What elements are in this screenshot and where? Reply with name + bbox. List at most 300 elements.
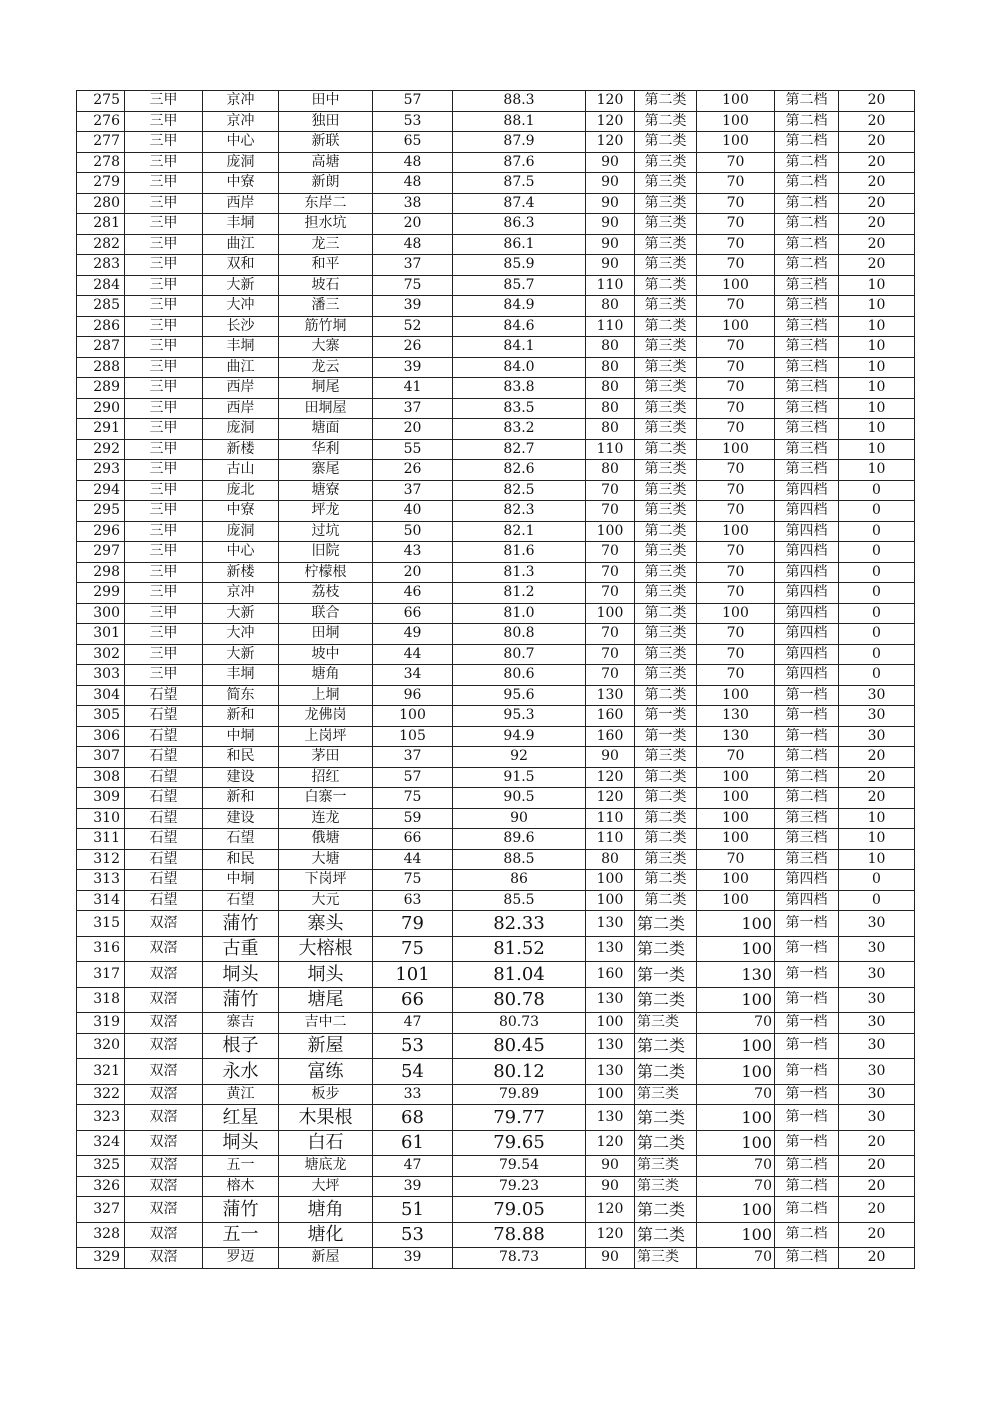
cell-row-number: 281	[77, 214, 125, 235]
cell-tier: 第二档	[775, 173, 839, 194]
cell-category-amount: 70	[697, 234, 775, 255]
table-row	[77, 542, 915, 563]
cell-township: 石望	[125, 767, 203, 788]
cell-tier-amount: 20	[839, 1130, 915, 1156]
table-row	[77, 1059, 915, 1085]
cell-households: 75	[373, 788, 453, 809]
cell-category-amount: 100	[697, 1033, 775, 1059]
cell-category: 第三类	[635, 562, 697, 583]
cell-category-amount: 70	[697, 542, 775, 563]
cell-category-amount: 70	[697, 562, 775, 583]
cell-township: 三甲	[125, 501, 203, 522]
table-row	[77, 173, 915, 194]
cell-tier: 第三档	[775, 829, 839, 850]
cell-village: 榕木	[203, 1176, 279, 1197]
cell-amount: 120	[586, 132, 635, 153]
cell-tier-amount: 30	[839, 962, 915, 988]
cell-tier-amount: 30	[839, 987, 915, 1013]
cell-category: 第三类	[635, 255, 697, 276]
table-row	[77, 1033, 915, 1059]
cell-tier-amount: 10	[839, 829, 915, 850]
cell-township: 双滘	[125, 1176, 203, 1197]
cell-tier: 第二档	[775, 152, 839, 173]
cell-category-amount: 70	[697, 460, 775, 481]
cell-township: 石望	[125, 706, 203, 727]
cell-tier: 第三档	[775, 398, 839, 419]
cell-tier-amount: 10	[839, 849, 915, 870]
cell-tier-amount: 30	[839, 1013, 915, 1034]
cell-row-number: 284	[77, 275, 125, 296]
cell-category-amount: 70	[697, 419, 775, 440]
cell-score: 89.6	[453, 829, 586, 850]
cell-tier: 第二档	[775, 132, 839, 153]
cell-row-number: 306	[77, 726, 125, 747]
cell-natural-village: 塘底龙	[279, 1156, 373, 1177]
cell-natural-village: 独田	[279, 111, 373, 132]
cell-tier-amount: 10	[839, 296, 915, 317]
cell-natural-village: 华利	[279, 439, 373, 460]
cell-amount: 120	[586, 1197, 635, 1223]
cell-score: 81.52	[453, 936, 586, 962]
cell-households: 57	[373, 767, 453, 788]
cell-township: 双滘	[125, 987, 203, 1013]
table-row	[77, 870, 915, 891]
cell-natural-village: 塘尾	[279, 987, 373, 1013]
cell-amount: 130	[586, 987, 635, 1013]
cell-row-number: 327	[77, 1197, 125, 1223]
cell-tier-amount: 10	[839, 275, 915, 296]
cell-village: 长沙	[203, 316, 279, 337]
cell-households: 48	[373, 152, 453, 173]
table-row	[77, 1105, 915, 1131]
table-row	[77, 111, 915, 132]
cell-score: 84.6	[453, 316, 586, 337]
cell-tier: 第三档	[775, 337, 839, 358]
cell-natural-village: 茅田	[279, 747, 373, 768]
cell-row-number: 310	[77, 808, 125, 829]
table-row	[77, 1197, 915, 1223]
cell-tier-amount: 0	[839, 480, 915, 501]
cell-natural-village: 招红	[279, 767, 373, 788]
cell-category-amount: 70	[697, 1156, 775, 1177]
cell-category-amount: 70	[697, 1013, 775, 1034]
cell-tier: 第一档	[775, 987, 839, 1013]
cell-tier-amount: 10	[839, 357, 915, 378]
cell-amount: 110	[586, 829, 635, 850]
cell-score: 84.1	[453, 337, 586, 358]
cell-village: 大新	[203, 275, 279, 296]
cell-category-amount: 70	[697, 849, 775, 870]
cell-tier: 第一档	[775, 1013, 839, 1034]
table-row	[77, 890, 915, 911]
cell-row-number: 321	[77, 1059, 125, 1085]
cell-category: 第三类	[635, 1156, 697, 1177]
cell-tier-amount: 10	[839, 808, 915, 829]
cell-category-amount: 100	[697, 132, 775, 153]
cell-tier: 第四档	[775, 665, 839, 686]
cell-row-number: 285	[77, 296, 125, 317]
cell-tier-amount: 0	[839, 542, 915, 563]
cell-township: 三甲	[125, 214, 203, 235]
cell-natural-village: 坪龙	[279, 501, 373, 522]
cell-tier-amount: 20	[839, 788, 915, 809]
cell-category-amount: 100	[697, 91, 775, 112]
cell-households: 66	[373, 603, 453, 624]
cell-category-amount: 70	[697, 214, 775, 235]
cell-category: 第三类	[635, 849, 697, 870]
cell-amount: 70	[586, 624, 635, 645]
table-row	[77, 603, 915, 624]
cell-village: 大新	[203, 644, 279, 665]
cell-tier: 第一档	[775, 726, 839, 747]
cell-village: 庞洞	[203, 521, 279, 542]
table-row	[77, 1013, 915, 1034]
cell-score: 80.78	[453, 987, 586, 1013]
cell-category: 第三类	[635, 173, 697, 194]
cell-amount: 70	[586, 665, 635, 686]
cell-score: 90	[453, 808, 586, 829]
cell-village: 中垌	[203, 726, 279, 747]
cell-amount: 90	[586, 747, 635, 768]
cell-amount: 160	[586, 706, 635, 727]
cell-households: 48	[373, 234, 453, 255]
cell-amount: 90	[586, 214, 635, 235]
cell-households: 66	[373, 829, 453, 850]
cell-households: 37	[373, 255, 453, 276]
table-row	[77, 644, 915, 665]
cell-households: 63	[373, 890, 453, 911]
cell-natural-village: 垌尾	[279, 378, 373, 399]
cell-amount: 80	[586, 337, 635, 358]
cell-natural-village: 下岗坪	[279, 870, 373, 891]
table-row	[77, 132, 915, 153]
cell-row-number: 303	[77, 665, 125, 686]
cell-village: 垌头	[203, 962, 279, 988]
cell-tier: 第二档	[775, 747, 839, 768]
cell-category: 第二类	[635, 111, 697, 132]
cell-households: 39	[373, 1248, 453, 1269]
cell-tier: 第四档	[775, 480, 839, 501]
cell-tier-amount: 0	[839, 521, 915, 542]
cell-score: 80.6	[453, 665, 586, 686]
cell-tier-amount: 0	[839, 583, 915, 604]
cell-score: 84.0	[453, 357, 586, 378]
cell-tier: 第四档	[775, 583, 839, 604]
cell-amount: 80	[586, 419, 635, 440]
cell-households: 75	[373, 936, 453, 962]
cell-category-amount: 100	[697, 767, 775, 788]
cell-village: 建设	[203, 767, 279, 788]
cell-score: 80.12	[453, 1059, 586, 1085]
cell-village: 丰垌	[203, 214, 279, 235]
cell-category: 第三类	[635, 214, 697, 235]
cell-row-number: 276	[77, 111, 125, 132]
cell-amount: 110	[586, 439, 635, 460]
cell-tier: 第三档	[775, 296, 839, 317]
cell-row-number: 283	[77, 255, 125, 276]
cell-township: 三甲	[125, 234, 203, 255]
cell-natural-village: 塘化	[279, 1222, 373, 1248]
cell-score: 78.88	[453, 1222, 586, 1248]
table-row	[77, 788, 915, 809]
cell-tier: 第三档	[775, 439, 839, 460]
cell-row-number: 299	[77, 583, 125, 604]
cell-category-amount: 70	[697, 193, 775, 214]
cell-tier: 第三档	[775, 275, 839, 296]
cell-village: 西岸	[203, 378, 279, 399]
cell-natural-village: 田垌屋	[279, 398, 373, 419]
cell-row-number: 294	[77, 480, 125, 501]
cell-score: 88.3	[453, 91, 586, 112]
cell-category: 第二类	[635, 439, 697, 460]
cell-row-number: 320	[77, 1033, 125, 1059]
cell-tier-amount: 30	[839, 726, 915, 747]
cell-category: 第二类	[635, 275, 697, 296]
cell-households: 26	[373, 460, 453, 481]
table-row	[77, 849, 915, 870]
cell-row-number: 290	[77, 398, 125, 419]
cell-tier-amount: 20	[839, 1176, 915, 1197]
cell-natural-village: 富练	[279, 1059, 373, 1085]
table-row	[77, 829, 915, 850]
cell-score: 94.9	[453, 726, 586, 747]
cell-row-number: 315	[77, 911, 125, 937]
cell-category: 第二类	[635, 1105, 697, 1131]
cell-tier: 第二档	[775, 91, 839, 112]
cell-tier-amount: 20	[839, 234, 915, 255]
cell-tier-amount: 0	[839, 501, 915, 522]
cell-tier-amount: 0	[839, 562, 915, 583]
cell-township: 三甲	[125, 91, 203, 112]
cell-score: 82.7	[453, 439, 586, 460]
cell-amount: 70	[586, 501, 635, 522]
cell-tier-amount: 30	[839, 936, 915, 962]
cell-category: 第二类	[635, 1222, 697, 1248]
cell-amount: 160	[586, 962, 635, 988]
cell-row-number: 309	[77, 788, 125, 809]
cell-row-number: 280	[77, 193, 125, 214]
cell-village: 石望	[203, 890, 279, 911]
cell-tier: 第一档	[775, 962, 839, 988]
cell-row-number: 282	[77, 234, 125, 255]
cell-category-amount: 100	[697, 987, 775, 1013]
cell-natural-village: 联合	[279, 603, 373, 624]
cell-village: 罗迈	[203, 1248, 279, 1269]
cell-township: 双滘	[125, 1248, 203, 1269]
cell-households: 50	[373, 521, 453, 542]
cell-village: 永水	[203, 1059, 279, 1085]
cell-natural-village: 板步	[279, 1084, 373, 1105]
cell-amount: 100	[586, 1084, 635, 1105]
cell-row-number: 326	[77, 1176, 125, 1197]
cell-amount: 120	[586, 788, 635, 809]
cell-township: 石望	[125, 788, 203, 809]
cell-natural-village: 龙云	[279, 357, 373, 378]
cell-score: 87.6	[453, 152, 586, 173]
cell-tier-amount: 20	[839, 1248, 915, 1269]
cell-village: 庞洞	[203, 419, 279, 440]
cell-category-amount: 100	[697, 685, 775, 706]
cell-category-amount: 100	[697, 1197, 775, 1223]
table-row	[77, 439, 915, 460]
cell-township: 石望	[125, 890, 203, 911]
cell-township: 双滘	[125, 936, 203, 962]
cell-score: 85.7	[453, 275, 586, 296]
table-row	[77, 337, 915, 358]
cell-households: 37	[373, 747, 453, 768]
cell-tier: 第三档	[775, 849, 839, 870]
cell-households: 96	[373, 685, 453, 706]
cell-category: 第三类	[635, 337, 697, 358]
cell-natural-village: 新屋	[279, 1248, 373, 1269]
cell-amount: 90	[586, 255, 635, 276]
cell-amount: 130	[586, 1059, 635, 1085]
cell-tier: 第二档	[775, 1248, 839, 1269]
cell-natural-village: 潘三	[279, 296, 373, 317]
cell-tier-amount: 20	[839, 214, 915, 235]
table-row	[77, 255, 915, 276]
cell-village: 垌头	[203, 1130, 279, 1156]
cell-row-number: 319	[77, 1013, 125, 1034]
cell-tier: 第二档	[775, 1222, 839, 1248]
cell-households: 37	[373, 480, 453, 501]
cell-tier: 第一档	[775, 911, 839, 937]
cell-natural-village: 柠檬根	[279, 562, 373, 583]
cell-village: 红星	[203, 1105, 279, 1131]
cell-natural-village: 龙三	[279, 234, 373, 255]
cell-households: 101	[373, 962, 453, 988]
cell-amount: 90	[586, 1156, 635, 1177]
cell-natural-village: 寨头	[279, 911, 373, 937]
cell-village: 大冲	[203, 296, 279, 317]
cell-score: 83.8	[453, 378, 586, 399]
cell-households: 100	[373, 706, 453, 727]
cell-category-amount: 100	[697, 829, 775, 850]
cell-score: 86.1	[453, 234, 586, 255]
cell-amount: 110	[586, 808, 635, 829]
cell-township: 石望	[125, 747, 203, 768]
cell-natural-village: 寨尾	[279, 460, 373, 481]
cell-village: 丰垌	[203, 665, 279, 686]
cell-category: 第三类	[635, 583, 697, 604]
cell-township: 三甲	[125, 152, 203, 173]
cell-category: 第三类	[635, 398, 697, 419]
data-table	[76, 90, 915, 1269]
cell-amount: 80	[586, 849, 635, 870]
cell-category: 第二类	[635, 870, 697, 891]
cell-score: 87.4	[453, 193, 586, 214]
cell-amount: 120	[586, 91, 635, 112]
cell-village: 根子	[203, 1033, 279, 1059]
cell-township: 三甲	[125, 583, 203, 604]
cell-tier-amount: 20	[839, 1156, 915, 1177]
cell-township: 三甲	[125, 357, 203, 378]
table-row	[77, 583, 915, 604]
cell-village: 双和	[203, 255, 279, 276]
cell-row-number: 323	[77, 1105, 125, 1131]
cell-township: 双滘	[125, 1033, 203, 1059]
cell-score: 80.7	[453, 644, 586, 665]
cell-village: 中寮	[203, 173, 279, 194]
cell-natural-village: 田中	[279, 91, 373, 112]
cell-village: 丰垌	[203, 337, 279, 358]
table-row	[77, 214, 915, 235]
table-row	[77, 275, 915, 296]
cell-category: 第一类	[635, 726, 697, 747]
cell-natural-village: 东岸二	[279, 193, 373, 214]
cell-township: 双滘	[125, 1197, 203, 1223]
cell-tier: 第二档	[775, 234, 839, 255]
cell-score: 81.04	[453, 962, 586, 988]
cell-category: 第二类	[635, 603, 697, 624]
cell-amount: 90	[586, 234, 635, 255]
cell-category-amount: 70	[697, 501, 775, 522]
table-row	[77, 1156, 915, 1177]
cell-category: 第二类	[635, 316, 697, 337]
cell-category: 第三类	[635, 480, 697, 501]
table-row	[77, 501, 915, 522]
cell-households: 54	[373, 1059, 453, 1085]
cell-score: 82.3	[453, 501, 586, 522]
table-row	[77, 398, 915, 419]
cell-amount: 100	[586, 521, 635, 542]
cell-natural-village: 白寨一	[279, 788, 373, 809]
cell-score: 79.23	[453, 1176, 586, 1197]
cell-tier: 第三档	[775, 378, 839, 399]
cell-households: 26	[373, 337, 453, 358]
cell-village: 中垌	[203, 870, 279, 891]
table-row	[77, 562, 915, 583]
cell-amount: 160	[586, 726, 635, 747]
cell-amount: 130	[586, 936, 635, 962]
cell-amount: 80	[586, 378, 635, 399]
cell-natural-village: 塘角	[279, 1197, 373, 1223]
table-row	[77, 624, 915, 645]
cell-village: 庞洞	[203, 152, 279, 173]
cell-village: 大冲	[203, 624, 279, 645]
cell-tier-amount: 20	[839, 173, 915, 194]
cell-row-number: 304	[77, 685, 125, 706]
cell-category-amount: 130	[697, 706, 775, 727]
table-row	[77, 152, 915, 173]
cell-tier: 第二档	[775, 214, 839, 235]
cell-tier: 第四档	[775, 644, 839, 665]
cell-village: 中寮	[203, 501, 279, 522]
cell-category: 第三类	[635, 419, 697, 440]
cell-category: 第二类	[635, 685, 697, 706]
cell-households: 33	[373, 1084, 453, 1105]
cell-township: 三甲	[125, 337, 203, 358]
cell-row-number: 275	[77, 91, 125, 112]
cell-township: 双滘	[125, 1130, 203, 1156]
cell-village: 五一	[203, 1156, 279, 1177]
cell-village: 石望	[203, 829, 279, 850]
cell-village: 京冲	[203, 583, 279, 604]
cell-village: 京冲	[203, 91, 279, 112]
cell-score: 80.73	[453, 1013, 586, 1034]
cell-township: 三甲	[125, 398, 203, 419]
cell-row-number: 286	[77, 316, 125, 337]
cell-tier: 第一档	[775, 1084, 839, 1105]
cell-tier-amount: 10	[839, 398, 915, 419]
cell-row-number: 312	[77, 849, 125, 870]
cell-township: 三甲	[125, 562, 203, 583]
cell-township: 三甲	[125, 275, 203, 296]
cell-natural-village: 新联	[279, 132, 373, 153]
cell-township: 三甲	[125, 193, 203, 214]
cell-tier-amount: 30	[839, 1059, 915, 1085]
cell-households: 68	[373, 1105, 453, 1131]
